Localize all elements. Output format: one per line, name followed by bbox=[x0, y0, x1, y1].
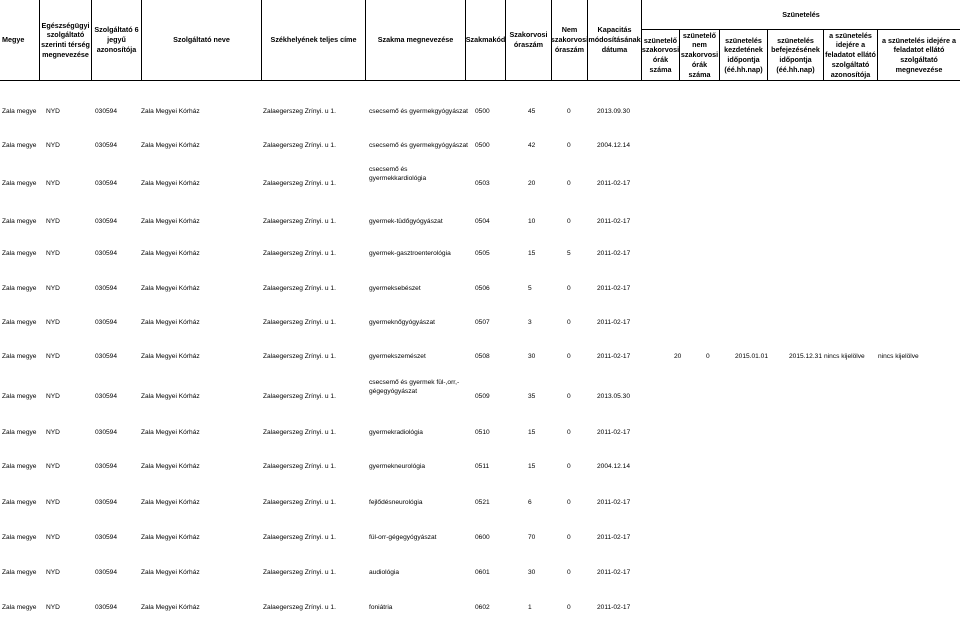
cell-szakmakod[interactable]: 0601 bbox=[475, 569, 490, 576]
cell-cim[interactable]: Zalaegerszeg Zrínyi. u 1. bbox=[263, 534, 336, 541]
cell-szakma[interactable]: gyermeknőgyógyászat bbox=[369, 319, 435, 326]
cell-megye[interactable]: Zala megye bbox=[2, 569, 37, 576]
cell-nev[interactable]: Zala Megyei Kórház bbox=[141, 463, 200, 470]
cell-szakorvosi[interactable]: 70 bbox=[528, 534, 536, 541]
cell-nem-szakorvosi[interactable]: 0 bbox=[567, 604, 571, 611]
cell-modositas[interactable]: 2013.09.30 bbox=[597, 108, 631, 115]
cell-cim[interactable]: Zalaegerszeg Zrínyi. u 1. bbox=[263, 319, 336, 326]
cell-cim[interactable]: Zalaegerszeg Zrínyi. u 1. bbox=[263, 108, 336, 115]
cell-szakorvosi[interactable]: 42 bbox=[528, 142, 536, 149]
cell-megye[interactable]: Zala megye bbox=[2, 250, 37, 257]
cell-szakma[interactable]: gyermek-gasztroenterológia bbox=[369, 250, 451, 257]
cell-modositas[interactable]: 2011-02-17 bbox=[597, 534, 631, 541]
cell-regio[interactable]: NYD bbox=[46, 499, 60, 506]
cell-regio[interactable]: NYD bbox=[46, 569, 60, 576]
cell-azonosito[interactable]: 030594 bbox=[95, 569, 118, 576]
table-row bbox=[0, 583, 960, 617]
cell-szakorvosi[interactable]: 15 bbox=[528, 429, 536, 436]
cell-szakma[interactable]: gyermekneurológia bbox=[369, 463, 426, 470]
cell-regio[interactable]: NYD bbox=[46, 180, 60, 187]
cell-cim[interactable]: Zalaegerszeg Zrínyi. u 1. bbox=[263, 604, 336, 611]
cell-nem-szakorvosi[interactable]: 0 bbox=[567, 180, 571, 187]
cell-szunetelo-szak[interactable]: 20 bbox=[674, 353, 682, 360]
cell-cim[interactable]: Zalaegerszeg Zrínyi. u 1. bbox=[263, 393, 336, 400]
cell-regio[interactable]: NYD bbox=[46, 463, 60, 470]
cell-azonosito[interactable]: 030594 bbox=[95, 285, 118, 292]
cell-szakmakod[interactable]: 0503 bbox=[475, 180, 490, 187]
cell-modositas[interactable]: 2011-02-17 bbox=[597, 285, 631, 292]
cell-regio[interactable]: NYD bbox=[46, 604, 60, 611]
cell-szakmakod[interactable]: 0521 bbox=[475, 499, 490, 506]
cell-szakma[interactable]: fejlődésneurológia bbox=[369, 499, 423, 506]
cell-kezdet[interactable]: 2015.01.01 bbox=[735, 353, 769, 360]
cell-szakma[interactable]: gyermekradiológia bbox=[369, 429, 423, 436]
table-row bbox=[0, 121, 960, 155]
cell-cim[interactable]: Zalaegerszeg Zrínyi. u 1. bbox=[263, 142, 336, 149]
table-row bbox=[0, 442, 960, 476]
cell-szakma[interactable]: gyermekszemészet bbox=[369, 353, 426, 360]
cell-cim[interactable]: Zalaegerszeg Zrínyi. u 1. bbox=[263, 569, 336, 576]
cell-szakmakod[interactable]: 0509 bbox=[475, 393, 490, 400]
cell-azonosito[interactable]: 030594 bbox=[95, 353, 118, 360]
cell-nev[interactable]: Zala Megyei Kórház bbox=[141, 285, 200, 292]
cell-nev[interactable]: Zala Megyei Kórház bbox=[141, 108, 200, 115]
cell-megye[interactable]: Zala megye bbox=[2, 142, 37, 149]
cell-szakmakod[interactable]: 0602 bbox=[475, 604, 490, 611]
table-row bbox=[0, 155, 960, 189]
cell-szakorvosi[interactable]: 45 bbox=[528, 108, 536, 115]
cell-szakmakod[interactable]: 0506 bbox=[475, 285, 490, 292]
table-row bbox=[0, 332, 960, 366]
cell-modositas[interactable]: 2011-02-17 bbox=[597, 180, 631, 187]
cell-regio[interactable]: NYD bbox=[46, 353, 60, 360]
cell-modositas[interactable]: 2011-02-17 bbox=[597, 250, 631, 257]
cell-azonosito[interactable]: 030594 bbox=[95, 393, 118, 400]
cell-regio[interactable]: NYD bbox=[46, 534, 60, 541]
cell-azonosito[interactable]: 030594 bbox=[95, 108, 118, 115]
cell-szakorvosi[interactable]: 20 bbox=[528, 180, 536, 187]
cell-cim[interactable]: Zalaegerszeg Zrínyi. u 1. bbox=[263, 180, 336, 187]
header-szakorvosi[interactable]: Szakorvosi óraszám bbox=[506, 0, 552, 80]
cell-szakorvosi[interactable]: 3 bbox=[528, 319, 532, 326]
cell-modositas[interactable]: 2011-02-17 bbox=[597, 353, 631, 360]
cell-nem-szakorvosi[interactable]: 0 bbox=[567, 218, 571, 225]
cell-nem-szakorvosi[interactable]: 0 bbox=[567, 429, 571, 436]
header-divider bbox=[0, 80, 960, 81]
cell-regio[interactable]: NYD bbox=[46, 250, 60, 257]
cell-cim[interactable]: Zalaegerszeg Zrínyi. u 1. bbox=[263, 353, 336, 360]
cell-szakma[interactable]: fül-orr-gégegyógyászat bbox=[369, 534, 437, 541]
table-row bbox=[0, 408, 960, 442]
cell-nem-szakorvosi[interactable]: 0 bbox=[567, 285, 571, 292]
cell-szakorvosi[interactable]: 6 bbox=[528, 499, 532, 506]
header-feladat-azon[interactable]: a szünetelés idejére a feladatot ellátó szolgáltató azonosítója bbox=[824, 30, 878, 80]
cell-szakma[interactable]: csecsemő és gyermekkardiológia bbox=[369, 166, 427, 182]
cell-cim[interactable]: Zalaegerszeg Zrínyi. u 1. bbox=[263, 218, 336, 225]
cell-nem-szakorvosi[interactable]: 5 bbox=[567, 250, 571, 257]
cell-cim[interactable]: Zalaegerszeg Zrínyi. u 1. bbox=[263, 463, 336, 470]
cell-feladat-azon[interactable]: nincs kijelölve bbox=[824, 353, 865, 360]
cell-megye[interactable]: Zala megye bbox=[2, 534, 37, 541]
cell-szakorvosi[interactable]: 10 bbox=[528, 218, 536, 225]
cell-modositas[interactable]: 2004.12.14 bbox=[597, 463, 631, 470]
cell-nev[interactable]: Zala Megyei Kórház bbox=[141, 142, 200, 149]
cell-megye[interactable]: Zala megye bbox=[2, 353, 37, 360]
cell-megye[interactable]: Zala megye bbox=[2, 429, 37, 436]
cell-szakorvosi[interactable]: 30 bbox=[528, 353, 536, 360]
header-szakma[interactable]: Szakma megnevezése bbox=[366, 0, 466, 80]
cell-nem-szakorvosi[interactable]: 0 bbox=[567, 499, 571, 506]
cell-megye[interactable]: Zala megye bbox=[2, 499, 37, 506]
header-megye[interactable]: Megye bbox=[0, 0, 40, 80]
cell-nev[interactable]: Zala Megyei Kórház bbox=[141, 604, 200, 611]
cell-azonosito[interactable]: 030594 bbox=[95, 319, 118, 326]
cell-azonosito[interactable]: 030594 bbox=[95, 534, 118, 541]
cell-szakorvosi[interactable]: 1 bbox=[528, 604, 532, 611]
cell-modositas[interactable]: 2013.05.30 bbox=[597, 393, 631, 400]
cell-feladat-nev[interactable]: nincs kijelölve bbox=[878, 353, 919, 360]
table-row bbox=[0, 548, 960, 582]
cell-modositas[interactable]: 2011-02-17 bbox=[597, 604, 631, 611]
cell-megye[interactable]: Zala megye bbox=[2, 393, 37, 400]
cell-nev[interactable]: Zala Megyei Kórház bbox=[141, 319, 200, 326]
cell-regio[interactable]: NYD bbox=[46, 142, 60, 149]
cell-cim[interactable]: Zalaegerszeg Zrínyi. u 1. bbox=[263, 499, 336, 506]
cell-nem-szakorvosi[interactable]: 0 bbox=[567, 142, 571, 149]
table-row bbox=[0, 478, 960, 512]
cell-cim[interactable]: Zalaegerszeg Zrínyi. u 1. bbox=[263, 250, 336, 257]
cell-szakma[interactable]: audiológia bbox=[369, 569, 400, 576]
cell-nem-szakorvosi[interactable]: 0 bbox=[567, 393, 571, 400]
cell-regio[interactable]: NYD bbox=[46, 429, 60, 436]
cell-szakmakod[interactable]: 0505 bbox=[475, 250, 490, 257]
table-row bbox=[0, 197, 960, 231]
cell-nem-szakorvosi[interactable]: 0 bbox=[567, 353, 571, 360]
table-row bbox=[0, 298, 960, 332]
cell-szakmakod[interactable]: 0508 bbox=[475, 353, 490, 360]
cell-azonosito[interactable]: 030594 bbox=[95, 218, 118, 225]
cell-modositas[interactable]: 2004.12.14 bbox=[597, 142, 631, 149]
header-nem-szakorvosi[interactable]: Nem szakorvosi óraszám bbox=[552, 0, 588, 80]
cell-szakorvosi[interactable]: 15 bbox=[528, 463, 536, 470]
cell-nev[interactable]: Zala Megyei Kórház bbox=[141, 180, 200, 187]
cell-szakma[interactable]: csecsemő és gyermekgyógyászat bbox=[369, 108, 468, 115]
cell-szakorvosi[interactable]: 35 bbox=[528, 393, 536, 400]
table-row bbox=[0, 229, 960, 263]
header-szunetelo-nem[interactable]: szünetelő nem szakorvosi órák száma bbox=[680, 30, 719, 79]
cell-szakorvosi[interactable]: 15 bbox=[528, 250, 536, 257]
cell-nev[interactable]: Zala Megyei Kórház bbox=[141, 429, 200, 436]
cell-nev[interactable]: Zala Megyei Kórház bbox=[141, 353, 200, 360]
cell-azonosito[interactable]: 030594 bbox=[95, 180, 118, 187]
cell-nem-szakorvosi[interactable]: 0 bbox=[567, 569, 571, 576]
cell-azonosito[interactable]: 030594 bbox=[95, 604, 118, 611]
cell-cim[interactable]: Zalaegerszeg Zrínyi. u 1. bbox=[263, 429, 336, 436]
cell-nem-szakorvosi[interactable]: 0 bbox=[567, 108, 571, 115]
cell-regio[interactable]: NYD bbox=[46, 393, 60, 400]
cell-nem-szakorvosi[interactable]: 0 bbox=[567, 463, 571, 470]
cell-nem-szakorvosi[interactable]: 0 bbox=[567, 534, 571, 541]
cell-modositas[interactable]: 2011-02-17 bbox=[597, 429, 631, 436]
cell-azonosito[interactable]: 030594 bbox=[95, 429, 118, 436]
table-row bbox=[0, 264, 960, 298]
cell-regio[interactable]: NYD bbox=[46, 218, 60, 225]
cell-megye[interactable]: Zala megye bbox=[2, 285, 37, 292]
header-szakmakod[interactable]: Szakmakód bbox=[466, 0, 506, 80]
cell-cim[interactable]: Zalaegerszeg Zrínyi. u 1. bbox=[263, 285, 336, 292]
table-row bbox=[0, 372, 960, 406]
cell-megye[interactable]: Zala megye bbox=[2, 463, 37, 470]
cell-szakma[interactable]: gyermeksebészet bbox=[369, 285, 421, 292]
header-regio[interactable]: Egészségügyi szolgáltató szerinti térség megnevezése bbox=[40, 0, 92, 80]
table-row bbox=[0, 513, 960, 547]
cell-szakma[interactable]: gyermek-tüdőgyógyászat bbox=[369, 218, 443, 225]
cell-szakmakod[interactable]: 0500 bbox=[475, 142, 490, 149]
cell-megye[interactable]: Zala megye bbox=[2, 108, 37, 115]
cell-szakmakod[interactable]: 0511 bbox=[475, 463, 490, 470]
cell-szakmakod[interactable]: 0504 bbox=[475, 218, 490, 225]
cell-szakmakod[interactable]: 0600 bbox=[475, 534, 490, 541]
cell-nev[interactable]: Zala Megyei Kórház bbox=[141, 534, 200, 541]
cell-nev[interactable]: Zala Megyei Kórház bbox=[141, 218, 200, 225]
cell-azonosito[interactable]: 030594 bbox=[95, 499, 118, 506]
cell-szakmakod[interactable]: 0510 bbox=[475, 429, 490, 436]
header-feladat-nev[interactable]: a szünetelés idejére a feladatot ellátó szolgáltató megnevezése bbox=[882, 35, 956, 74]
header-befejezes[interactable]: szünetelés befejezésének időpontja (éé.hh.nap) bbox=[768, 30, 824, 80]
cell-modositas[interactable]: 2011-02-17 bbox=[597, 569, 631, 576]
cell-nev[interactable]: Zala Megyei Kórház bbox=[141, 569, 200, 576]
header-modositas[interactable]: Kapacitás módosításának dátuma bbox=[588, 0, 642, 80]
cell-regio[interactable]: NYD bbox=[46, 285, 60, 292]
cell-azonosito[interactable]: 030594 bbox=[95, 142, 118, 149]
cell-nev[interactable]: Zala Megyei Kórház bbox=[141, 499, 200, 506]
cell-regio[interactable]: NYD bbox=[46, 319, 60, 326]
cell-szakorvosi[interactable]: 5 bbox=[528, 285, 532, 292]
cell-modositas[interactable]: 2011-02-17 bbox=[597, 319, 631, 326]
cell-megye[interactable]: Zala megye bbox=[2, 180, 37, 187]
header-azonosito[interactable]: Szolgáltató 6 jegyű azonosítója bbox=[92, 0, 142, 80]
cell-szunetelo-nem[interactable]: 0 bbox=[706, 353, 710, 360]
cell-szakmakod[interactable]: 0500 bbox=[475, 108, 490, 115]
header-nev[interactable]: Szolgáltató neve bbox=[142, 0, 262, 80]
cell-azonosito[interactable]: 030594 bbox=[95, 250, 118, 257]
header-szekhely[interactable]: Székhelyének teljes címe bbox=[262, 0, 366, 80]
cell-modositas[interactable]: 2011-02-17 bbox=[597, 499, 631, 506]
cell-modositas[interactable]: 2011-02-17 bbox=[597, 218, 631, 225]
cell-nem-szakorvosi[interactable]: 0 bbox=[567, 319, 571, 326]
cell-szakorvosi[interactable]: 30 bbox=[528, 569, 536, 576]
cell-szakma[interactable]: foniátria bbox=[369, 604, 393, 611]
cell-nev[interactable]: Zala Megyei Kórház bbox=[141, 393, 200, 400]
cell-szakma[interactable]: csecsemő és gyermekgyógyászat bbox=[369, 142, 468, 149]
header-group-szunetelés[interactable]: Szünetelés bbox=[642, 0, 960, 30]
cell-szakmakod[interactable]: 0507 bbox=[475, 319, 490, 326]
cell-megye[interactable]: Zala megye bbox=[2, 604, 37, 611]
cell-befejezes[interactable]: 2015.12.31 bbox=[789, 353, 823, 360]
cell-nev[interactable]: Zala Megyei Kórház bbox=[141, 250, 200, 257]
cell-megye[interactable]: Zala megye bbox=[2, 218, 37, 225]
table-row bbox=[0, 87, 960, 121]
cell-szakma[interactable]: csecsemő és gyermek fül-,orr,-gégegyógyászat bbox=[369, 379, 460, 395]
cell-azonosito[interactable]: 030594 bbox=[95, 463, 118, 470]
cell-megye[interactable]: Zala megye bbox=[2, 319, 37, 326]
header-kezdet[interactable]: szünetelés kezdetének időpontja (éé.hh.nap) bbox=[720, 30, 768, 80]
header-szunetelo-szak[interactable]: szünetelő szakorvosi órák száma bbox=[642, 30, 680, 80]
cell-regio[interactable]: NYD bbox=[46, 108, 60, 115]
